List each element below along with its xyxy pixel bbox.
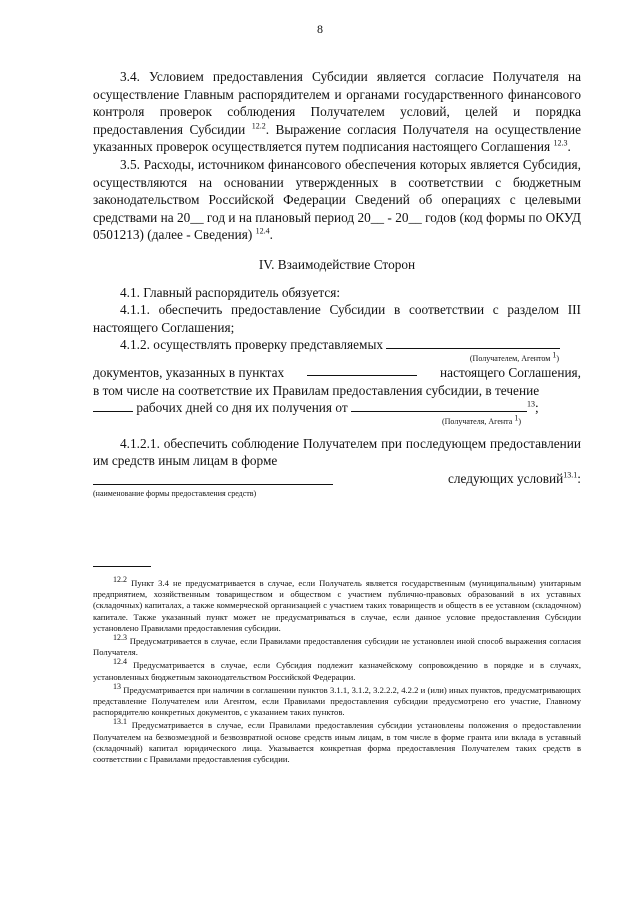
blank-line xyxy=(307,364,417,376)
section-title: IV. Взаимодействие Сторон xyxy=(258,256,416,272)
footnote: $^{12.4}$ Предусматривается в случае, если Субсидия подлежит казначейскому сопровождению в порядке и в случаях, установленных бюджетным законодательством Российской Федерации. xyxy=(93,657,581,682)
footnote-ref[interactable]: 12.3 xyxy=(553,138,568,148)
blank-line xyxy=(93,400,133,412)
footnote: $^{13.1}$ Предусматривается в случае, если Правилами предоставления субсидии установлены положения о предоставлении Получателем на безвозмездной и безвозвратной основе средств иным лицам, в том числе в форме гранта или вклада в уставный (складочный) капитал юридического лица. Указывается конкретная форма предоставления Получателем таких средств в соответствии с Правилами предоставления субсидии. xyxy=(93,717,581,765)
paragraph-4-1-2-1: 4.1.2.1. обеспечить соблюдение Получателем при последующем предоставлении им средств иным лицам в форме следующих условий$^{13.1}$: (наименование формы предоставления средств) xyxy=(93,435,581,499)
caption-recipient-agent: (Получателем, Агентом $^1$) xyxy=(469,350,559,363)
paragraph-3-5: 3.5. Расходы, источником финансового обеспечения которых является Субсидия, осуществляются на основании утвержденных в соответствии с бюджетным законодательством Российской Федерации Сведений об операциях с целевыми средствами на 20__ год и на плановый период 20__ - 20__ годов (код формы по ОКУД 0501213) (далее - Сведения) $^{12.4}$. xyxy=(93,156,581,243)
footnote-ref[interactable]: 12.4 xyxy=(255,226,270,236)
footnote: $^{13}$ Предусматривается при наличии в соглашении пунктов 3.1.1, 3.1.2, 3.2.2.2, 4.2.2 и (или) иных пунктов, предусматривающих представление Получателем или Агентом, если Правилами предоставления субсидии предусмотрено его участие, Главному распорядителю конкретных документов, с указанием таких пунктов. xyxy=(93,681,581,718)
footnote: $^{12.2}$ Пункт 3.4 не предусматривается в случае, если Получатель является государственным (муниципальным) унитарным предприятием, хозяйственным товариществом и обществом с участием публично-правовых образований в их уставных (складочных) капиталах, а также коммерческой организацией с участием таких товариществ и обществ в ее уставном (складочном) капитале. Также указанный пункт может не предусматриваться в случае, если данное условие предоставления Субсидии установлено Правилами предоставления субсидии. xyxy=(93,575,582,633)
document-body xyxy=(93,68,581,499)
caption-recipient-agent-2: (Получателя, Агента $^1$) xyxy=(441,413,521,426)
footnotes xyxy=(93,575,582,767)
blank-line xyxy=(386,337,560,349)
paragraph-4-1: 4.1. Главный распорядитель обязуется: xyxy=(120,284,341,300)
footnote: $^{12.3}$ Предусматривается в случае, если Правилами предоставления субсидии не установлен иной способ выражения согласия Получателя. xyxy=(93,633,581,658)
paragraph-4-1-2: 4.1.2. осуществлять проверку представляемых (Получателем, Агентом $^1$) документов, указанных в пунктах настоящего Соглашения, в том числе на соответствие их Правилам предоставления субсидии, в течение рабочих дней со дня их получения от $^{13}$; (Получателя, Агента $^1$) xyxy=(93,337,581,426)
blank-line xyxy=(93,473,333,485)
footnote-ref[interactable]: 12.2 xyxy=(251,121,266,131)
footnote-separator xyxy=(93,566,151,567)
paragraph-4-1-1: 4.1.1. обеспечить предоставление Субсидии в соответствии с разделом III настоящего Соглашения; xyxy=(93,302,581,335)
blank-line xyxy=(351,400,527,412)
caption-form: (наименование формы предоставления средств) xyxy=(93,489,257,499)
page-number: 8 xyxy=(317,22,323,36)
paragraph-3-4: 3.4. Условием предоставления Субсидии является согласие Получателя на осуществление Главным распорядителем и органами государственного финансового контроля проверок соблюдения Получателем условий, целей и порядка предоставления Субсидии $^{12.2}$. Выражение согласия Получателя на осуществление указанных проверок осуществляется путем подписания настоящего Соглашения $^{12.3}$. xyxy=(93,69,582,155)
